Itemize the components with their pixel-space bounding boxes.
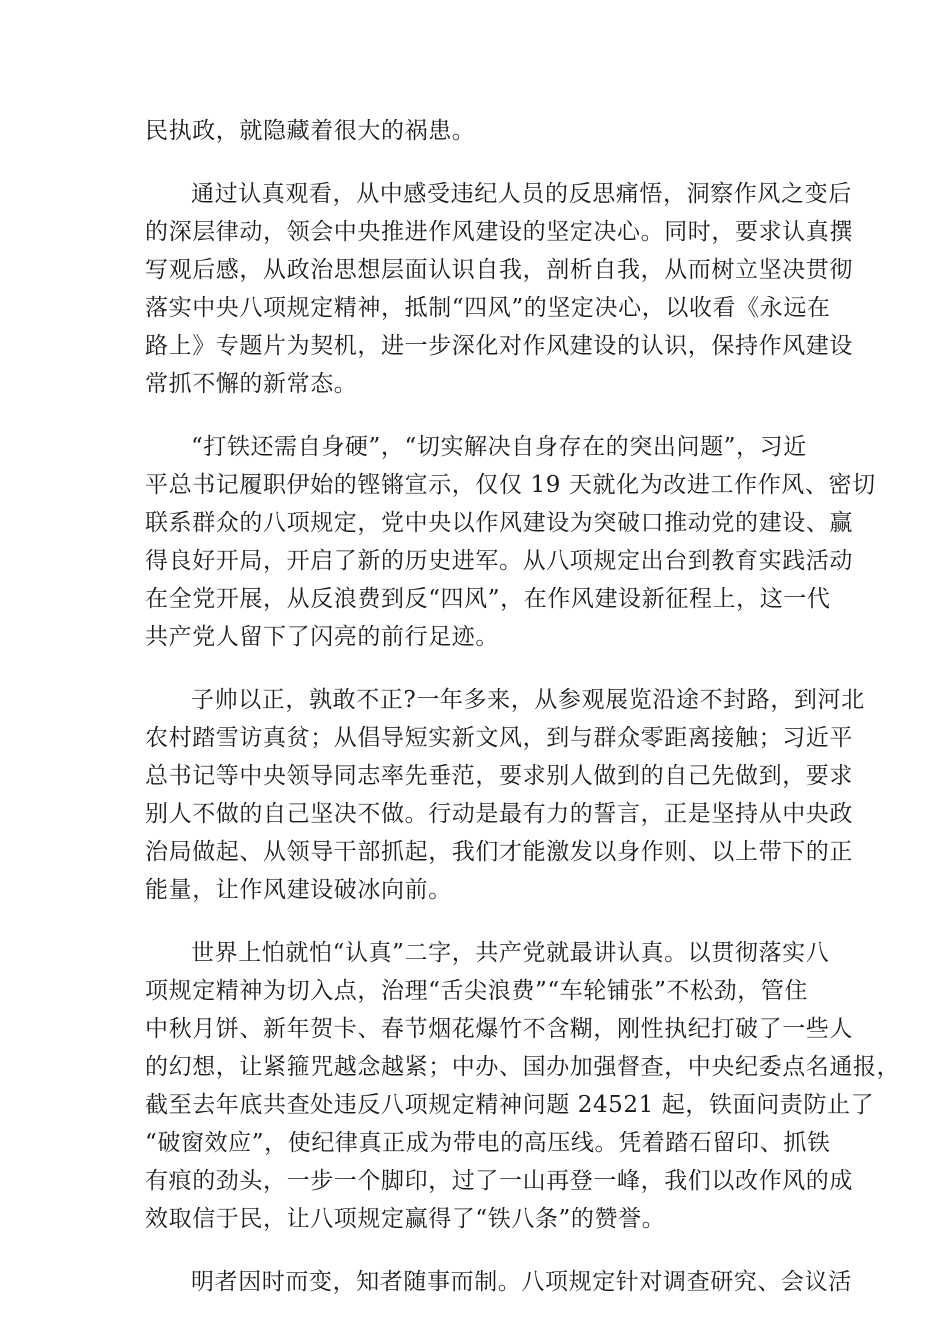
text-line: 世界上怕就怕“认真”二字，共产党就最讲认真。以贯彻落实八 bbox=[191, 940, 830, 966]
text-line: 路上》专题片为契机，进一步深化对作风建设的认识，保持作风建设 bbox=[145, 333, 853, 359]
text-line: 的幻想，让紧箍咒越念越紧；中办、国办加强督查，中央纪委点名通报， bbox=[145, 1054, 901, 1080]
paragraph-5 bbox=[145, 934, 901, 1238]
text-line: 总书记等中央领导同志率先垂范，要求别人做到的自己先做到，要求 bbox=[145, 763, 853, 789]
text-line: 能量，让作风建设破冰向前。 bbox=[145, 877, 452, 903]
text-line: 平总书记履职伊始的铿锵宣示，仅仅 19 天就化为改进工作作风、密切 bbox=[145, 472, 876, 498]
text-line: 常抓不懈的新常态。 bbox=[145, 371, 358, 397]
document-page bbox=[145, 112, 901, 1326]
text-line: 有痕的劲头，一步一个脚印，过了一山再登一峰，我们以改作风的成 bbox=[145, 1168, 853, 1194]
text-line: 得良好开局，开启了新的历史进军。从八项规定出台到教育实践活动 bbox=[145, 548, 853, 574]
text-line: 农村踏雪访真贫；从倡导短实新文风，到与群众零距离接触；习近平 bbox=[145, 725, 853, 751]
text-line: “打铁还需自身硬”，“切实解决自身存在的突出问题”，习近 bbox=[191, 434, 807, 460]
text-line: 写观后感，从政治思想层面认识自我，剖析自我，从而树立坚决贯彻 bbox=[145, 257, 853, 283]
text-line: 落实中央八项规定精神，抵制“四风”的坚定决心，以收看《永远在 bbox=[145, 295, 831, 321]
text-line: 中秋月饼、新年贺卡、春节烟花爆竹不含糊，刚性执纪打破了一些人 bbox=[145, 1016, 853, 1042]
text-line: 截至去年底共查处违反八项规定精神问题 24521 起，铁面问责防止了 bbox=[145, 1092, 875, 1118]
paragraph-4 bbox=[145, 681, 865, 909]
text-line: 在全党开展，从反浪费到反“四风”，在作风建设新征程上，这一代 bbox=[145, 586, 831, 612]
text-line: 联系群众的八项规定，党中央以作风建设为突破口推动党的建设、赢 bbox=[145, 510, 853, 536]
text-line: 项规定精神为切入点，治理“舌尖浪费”“车轮铺张”不松劲，管住 bbox=[145, 978, 809, 1004]
text-line: 共产党人留下了闪亮的前行足迹。 bbox=[145, 624, 499, 650]
paragraph-1 bbox=[145, 112, 815, 150]
text-line: 通过认真观看，从中感受违纪人员的反思痛悟，洞察作风之变后 bbox=[191, 181, 852, 207]
paragraph-6 bbox=[145, 1263, 852, 1301]
text-line: 明者因时而变，知者随事而制。八项规定针对调查研究、会议活 bbox=[191, 1269, 852, 1295]
text-line: 效取信于民，让八项规定赢得了“铁八条”的赞誉。 bbox=[145, 1206, 666, 1232]
paragraph-3 bbox=[145, 428, 876, 656]
text-line: 子帅以正，孰敢不正?一年多来，从参观展览沿途不封路，到河北 bbox=[191, 687, 865, 713]
text-line: 别人不做的自己坚决不做。行动是最有力的誓言，正是坚持从中央政 bbox=[145, 801, 853, 827]
text-line: 治局做起、从领导干部抓起，我们才能激发以身作则、以上带下的正 bbox=[145, 839, 853, 865]
text-line: “破窗效应”，使纪律真正成为带电的高压线。凭着踏石留印、抓铁 bbox=[145, 1130, 831, 1156]
text-line: 民执政，就隐藏着很大的祸患。 bbox=[145, 118, 476, 144]
text-line: 的深层律动，领会中央推进作风建设的坚定决心。同时，要求认真撰 bbox=[145, 219, 853, 245]
paragraph-2 bbox=[145, 175, 853, 403]
